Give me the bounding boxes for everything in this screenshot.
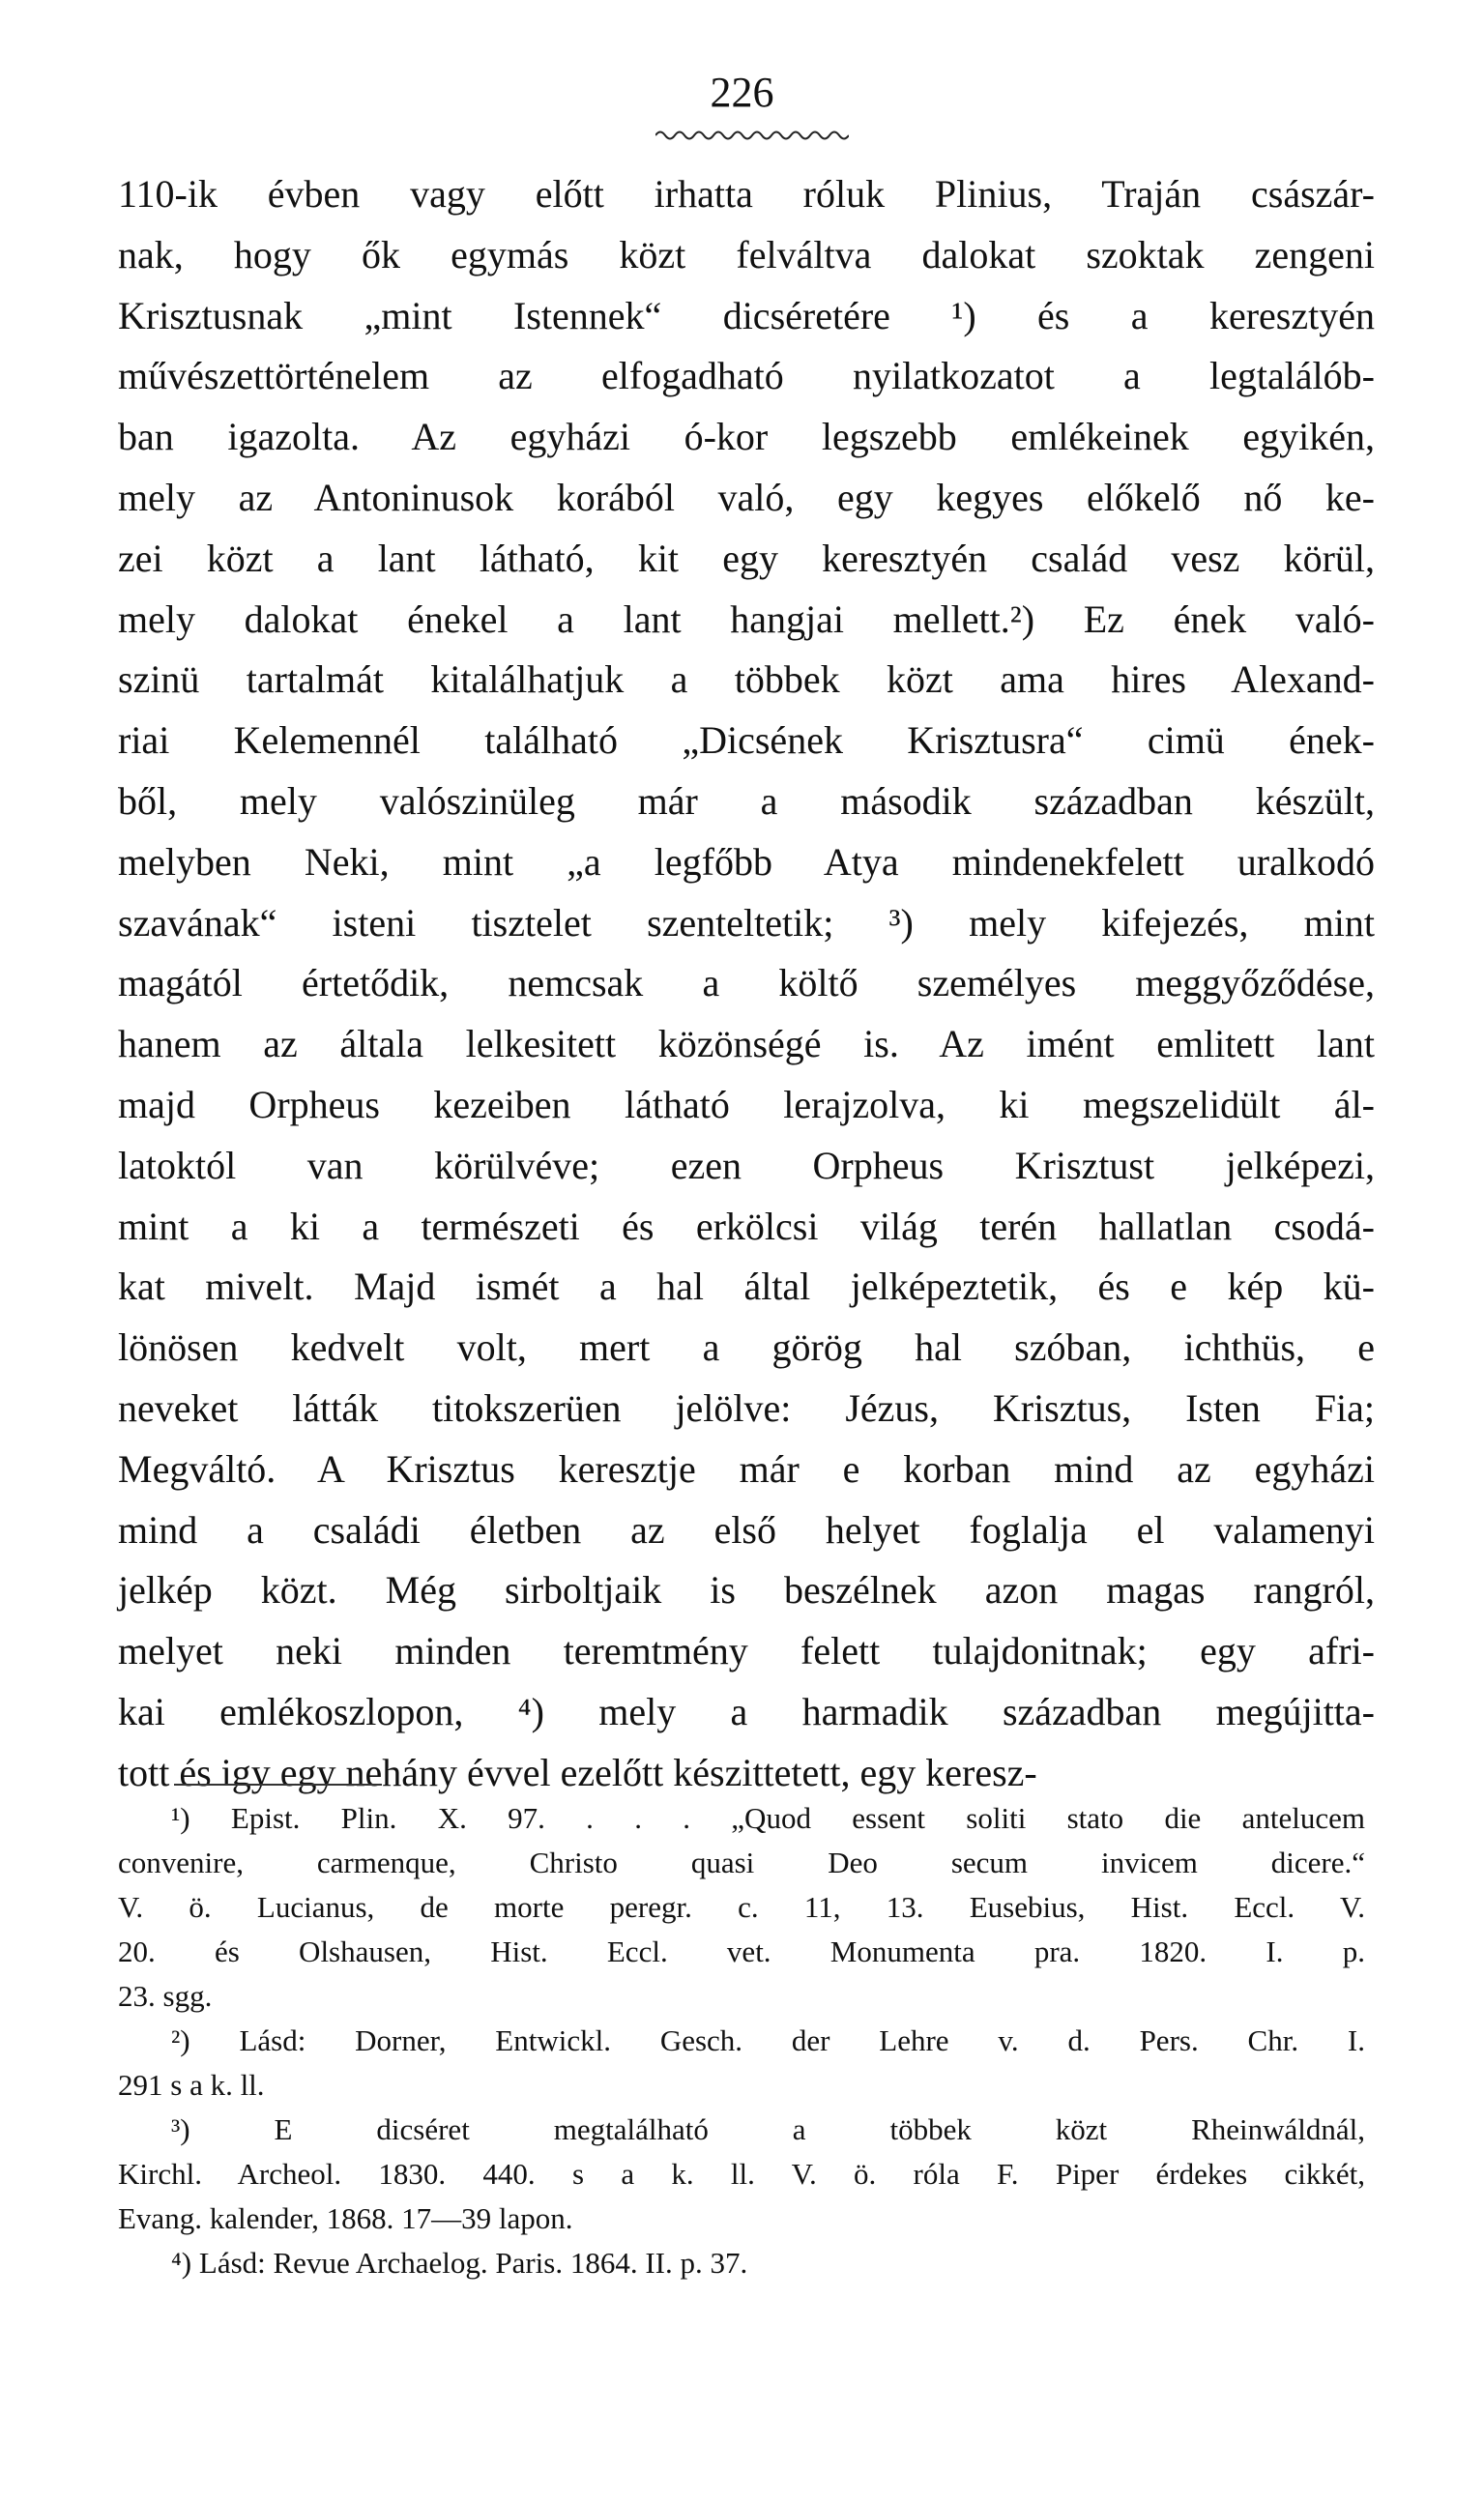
text-line: kai emlékoszlopon, ⁴) mely a harmadik században megújitta- [118, 1689, 1375, 1733]
text-line: ből, mely valószinüleg már a második században készült, [118, 778, 1375, 823]
text-line: szavának“ isteni tisztelet szenteltetik; ³) mely kifejezés, mint [118, 900, 1375, 945]
text-line: latoktól van körülvéve; ezen Orpheus Krisztust jelképezi, [118, 1143, 1375, 1187]
text-line: zei közt a lant látható, kit egy keresztyén család vesz körül, [118, 536, 1375, 580]
text-line: Megváltó. A Krisztus keresztje már e korban mind az egyházi [118, 1446, 1375, 1491]
text-line: lönösen kedvelt volt, mert a görög hal szóban, ichthüs, e [118, 1325, 1375, 1370]
footnote-line: V. ö. Lucianus, de morte peregr. c. 11, 13. Eusebius, Hist. Eccl. V. [118, 1890, 1365, 1924]
text-line: hanem az általa lelkesitett közönségé is. Az imént emlitett lant [118, 1022, 1375, 1066]
text-line: mely az Antoninusok korából való, egy kegyes előkelő nő ke- [118, 475, 1375, 519]
text-line: mely dalokat énekel a lant hangjai mellett.²) Ez ének való- [118, 596, 1375, 641]
text-line: ban igazolta. Az egyházi ó-kor legszebb emlékeinek egyikén, [118, 415, 1375, 459]
wavy-ornament [655, 126, 849, 145]
text-line: mint a ki a természeti és erkölcsi világ terén hallatlan csodá- [118, 1204, 1375, 1248]
text-line: neveket látták titokszerüen jelölve: Jézus, Krisztus, Isten Fia; [118, 1385, 1375, 1430]
footnote-line: 23. sgg. [118, 1979, 213, 2013]
text-line: szinü tartalmát kitalálhatjuk a többek közt ama hires Alexand- [118, 657, 1375, 702]
text-line: művészettörténelem az elfogadható nyilatkozatot a legtalálób- [118, 354, 1375, 398]
footnote-line: ¹) Epist. Plin. X. 97. . . . „Quod essent soliti stato die antelucem [171, 1801, 1365, 1835]
text-line: 110-ik évben vagy előtt irhatta róluk Plinius, Traján császár- [118, 172, 1375, 216]
text-line: melyet neki minden teremtmény felett tulajdonitnak; egy afri- [118, 1629, 1375, 1673]
text-line: tott és igy egy nehány évvel ezelőtt készittetett, egy keresz- [118, 1750, 1037, 1794]
text-line: magától értetődik, nemcsak a költő személyes meggyőződése, [118, 961, 1375, 1005]
main-text [118, 164, 1375, 1804]
footnotes [118, 1796, 1365, 2285]
footnote-line: 291 s a k. ll. [118, 2068, 265, 2102]
footnote-line: ⁴) Lásd: Revue Archaelog. Paris. 1864. II. p. 37. [171, 2246, 748, 2280]
text-line: riai Kelemennél található „Dicsének Krisztusra“ cimü ének- [118, 718, 1375, 763]
text-line: kat mivelt. Majd ismét a hal által jelképeztetik, és e kép kü- [118, 1265, 1375, 1309]
text-line: Krisztusnak „mint Istennek“ dicséretére ¹) és a keresztyén [118, 293, 1375, 337]
text-line: melyben Neki, mint „a legfőbb Atya mindenekfelett uralkodó [118, 839, 1375, 884]
text-line: nak, hogy ők egymás közt felváltva dalokat szoktak zengeni [118, 232, 1375, 276]
footnote-line: Evang. kalender, 1868. 17—39 lapon. [118, 2201, 573, 2235]
footnote-line: Kirchl. Archeol. 1830. 440. s a k. ll. V. ö. róla F. Piper érdekes cikkét, [118, 2157, 1365, 2191]
footnote-line: ²) Lásd: Dorner, Entwickl. Gesch. der Lehre v. d. Pers. Chr. I. [171, 2023, 1365, 2057]
text-line: majd Orpheus kezeiben látható lerajzolva, ki megszelidült ál- [118, 1082, 1375, 1126]
text-line: jelkép közt. Még sirboltjaik is beszélnek azon magas rangról, [118, 1568, 1375, 1613]
page-number: 226 [710, 69, 774, 116]
footnote-line: 20. és Olshausen, Hist. Eccl. vet. Monumenta pra. 1820. I. p. [118, 1935, 1365, 1968]
footnote-line: convenire, carmenque, Christo quasi Deo secum invicem dicere.“ [118, 1846, 1365, 1879]
footnote-divider [174, 1784, 382, 1786]
text-line: mind a családi életben az első helyet foglalja el valamenyi [118, 1507, 1375, 1552]
footnote-line: ³) E dicséret megtalálható a többek közt Rheinwáldnál, [171, 2112, 1365, 2146]
